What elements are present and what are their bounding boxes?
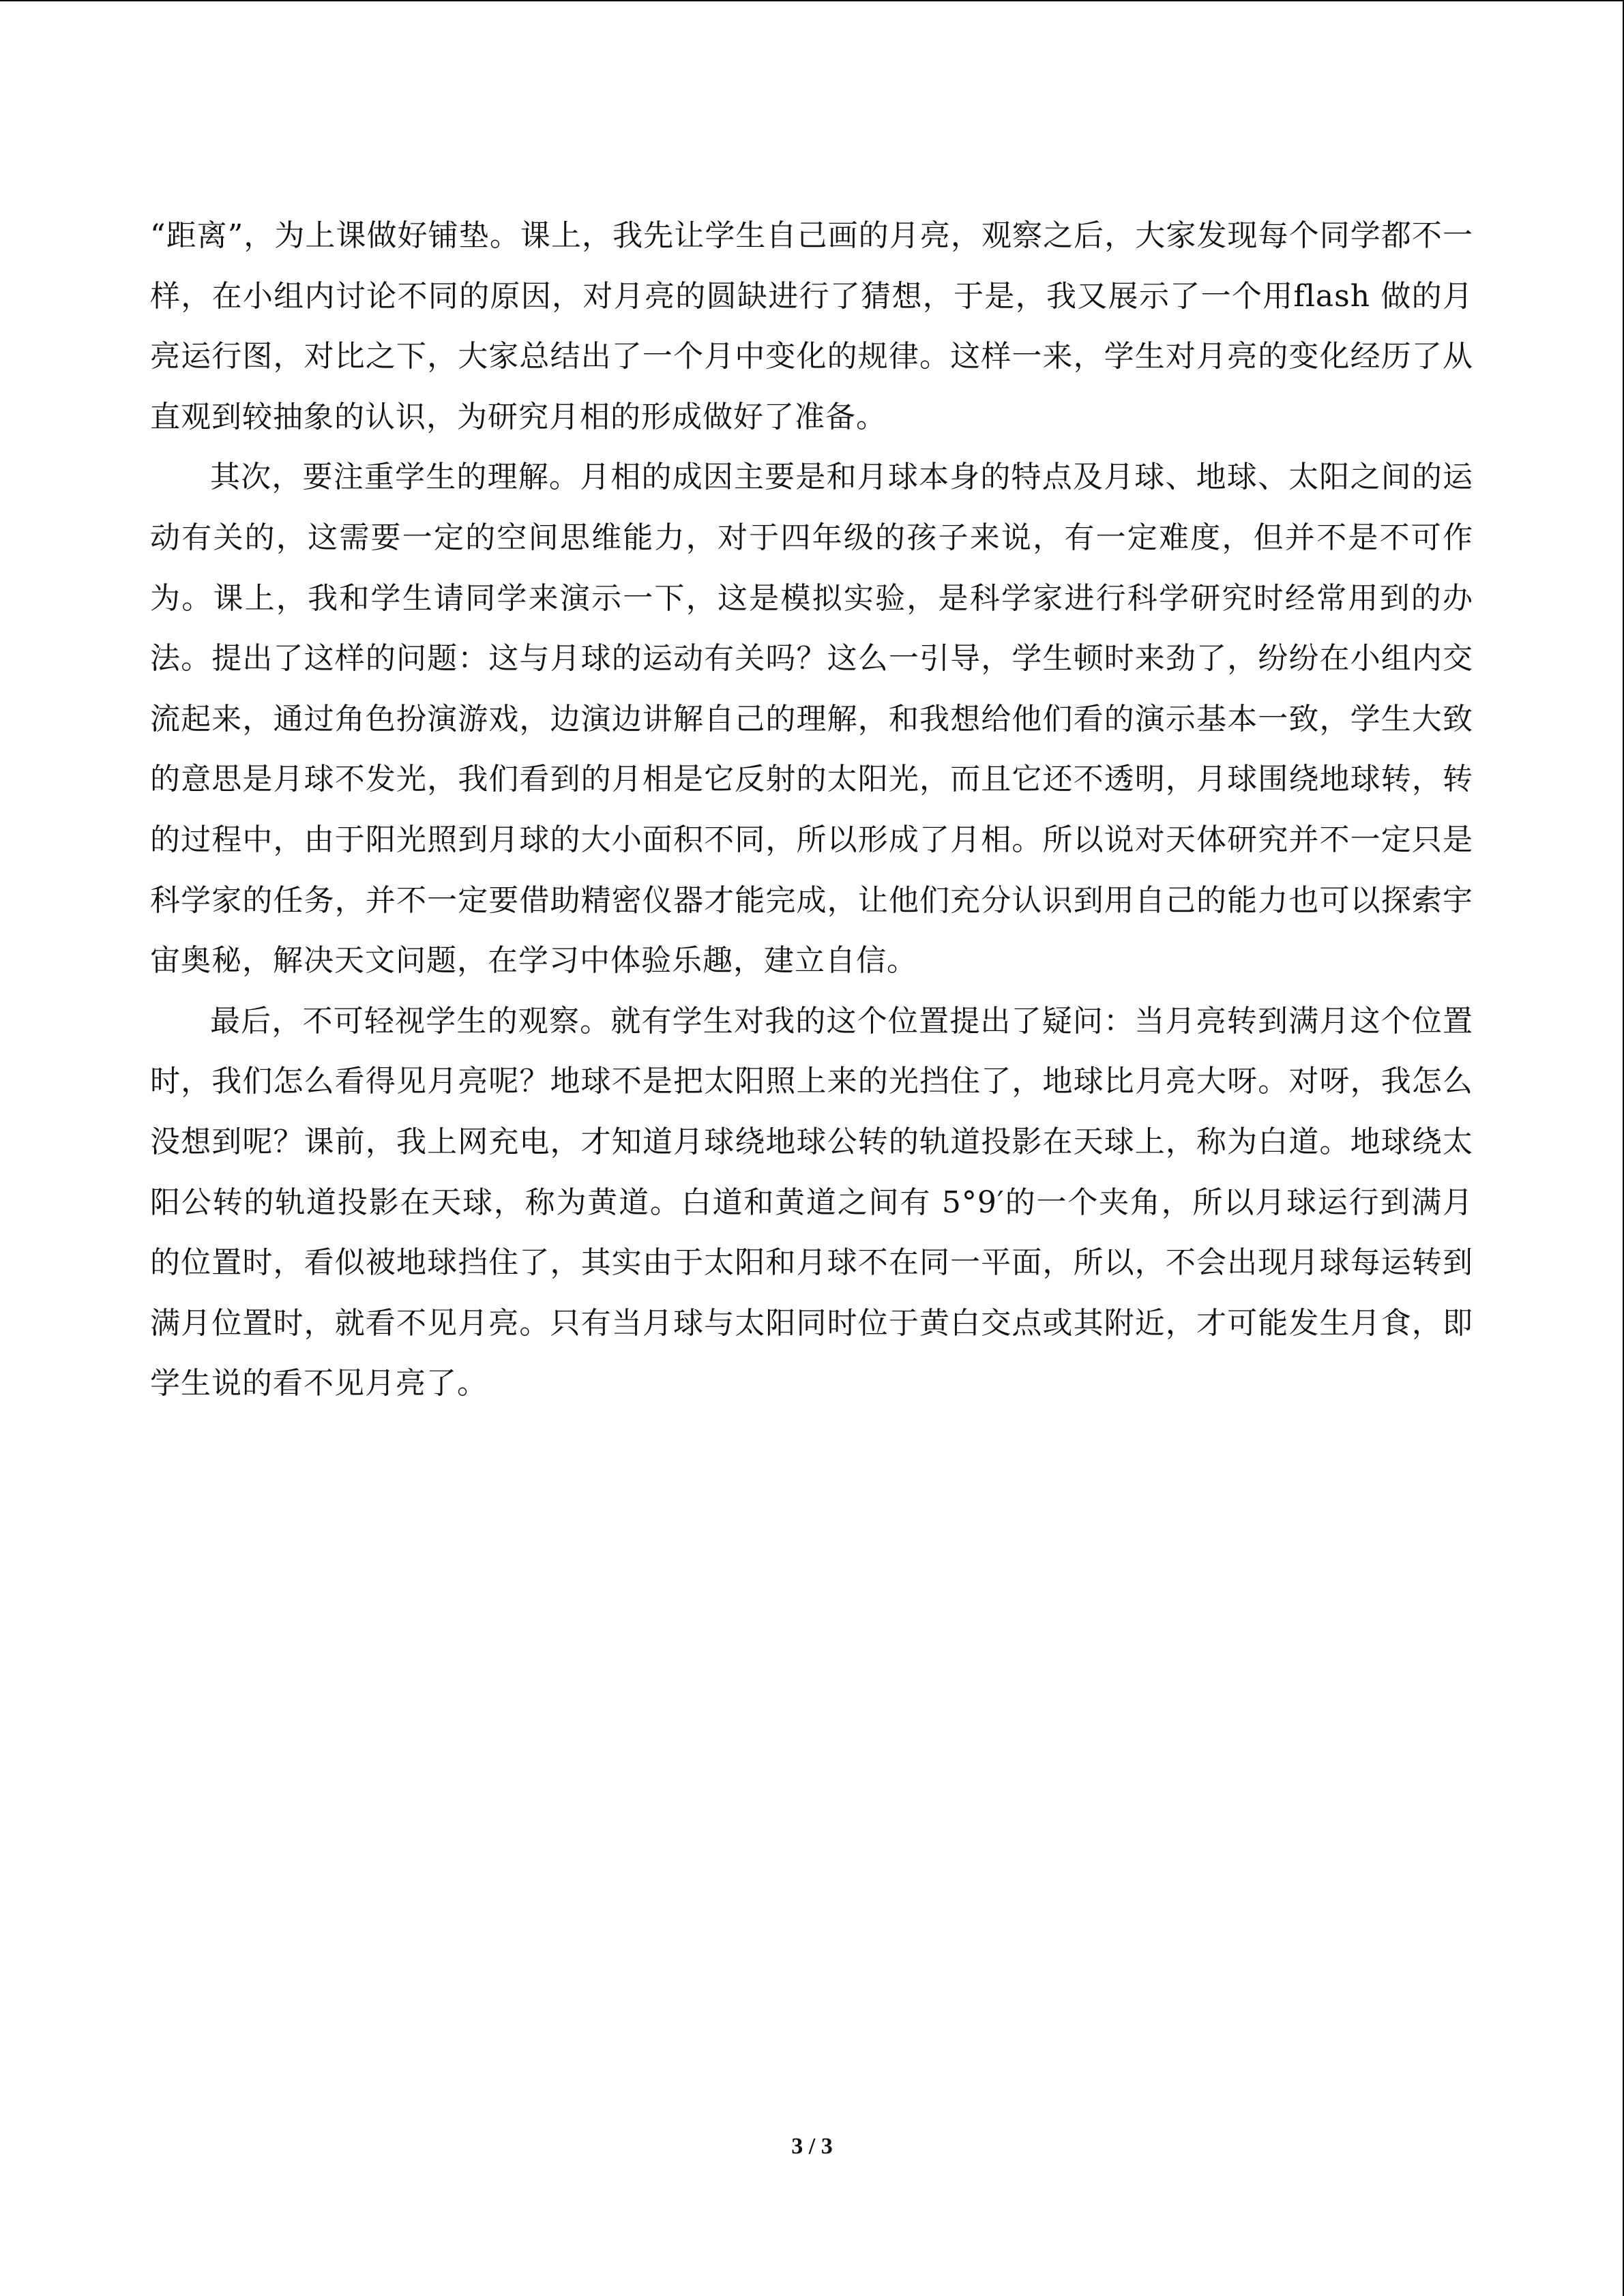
paragraph-understanding: 其次，要注重学生的理解。月相的成因主要是和月球本身的特点及月球、地球、太阳之间的运动有关的，这需要一定的空间思维能力，对于四年级的孩子来说，有一定难度，但并不是不可作为。课上，我和学生请同学来演示一下，这是模拟实验，是科学家进行科学研究时经常用到的办法。提出了这样的问题：这与月球的运动有关吗？这么一引导，学生顿时来劲了，纷纷在小组内交流起来，通过角色扮演游戏，边演边讲解自己的理解，和我想给他们看的演示基本一致，学生大致的意思是月球不发光，我们看到的月相是它反射的太阳光，而且它还不透明，月球围绕地球转，转的过程中，由于阳光照到月球的大小面积不同，所以形成了月相。所以说对天体研究并不一定只是科学家的任务，并不一定要借助精密仪器才能完成，让他们充分认识到用自己的能力也可以探索宇宙奥秘，解决天文问题，在学习中体验乐趣，建立自信。 (150, 460, 1473, 979)
paragraph-continuation: “距离”，为上课做好铺垫。课上，我先让学生自己画的月亮，观察之后，大家发现每个同学都不一样，在小组内讨论不同的原因，对月亮的圆缺进行了猜想，于是，我又展示了一个用flash 做的月亮运行图，对比之下，大家总结出了一个月中变化的规律。这样一来，学生对月亮的变化经历了从直观到较抽象的认识，为研究月相的形成做好了准备。 (150, 218, 1473, 434)
paragraph-observation: 最后，不可轻视学生的观察。就有学生对我的这个位置提出了疑问：当月亮转到满月这个位置时，我们怎么看得见月亮呢？地球不是把太阳照上来的光挡住了，地球比月亮大呀。对呀，我怎么没想到呢？课前，我上网充电，才知道月球绕地球公转的轨道投影在天球上，称为白道。地球绕太阳公转的轨道投影在天球，称为黄道。白道和黄道之间有 5°9′的一个夹角，所以月球运行到满月的位置时，看似被地球挡住了，其实由于太阳和月球不在同一平面，所以，不会出现月球每运转到满月位置时，就看不见月亮。只有当月球与太阳同时位于黄白交点或其附近，才可能发生月食，即学生说的看不见月亮了。 (150, 1003, 1473, 1401)
document-body (150, 206, 1473, 1414)
page-number: 3 / 3 (791, 2134, 833, 2159)
